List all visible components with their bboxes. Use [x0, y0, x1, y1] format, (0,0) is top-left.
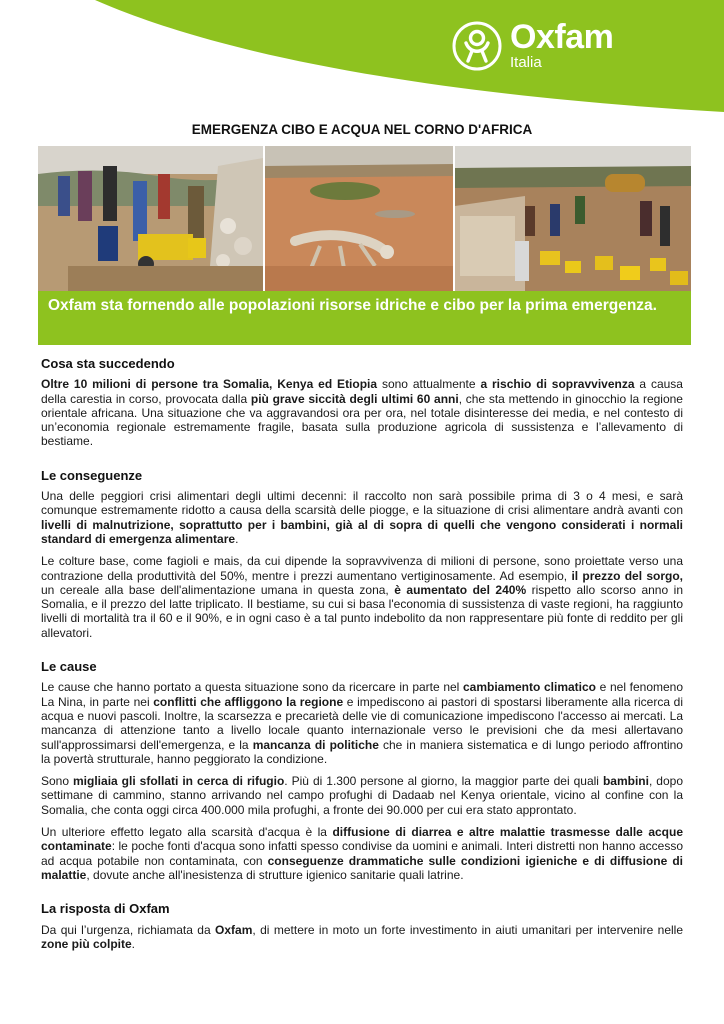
document-body: [41, 357, 683, 971]
section-heading: Le cause: [41, 659, 97, 675]
paragraph: Un ulteriore effetto legato alla scarsità d'acqua è la diffusione di diarrea e altre malattie trasmesse dalle acque contaminate: le poche fonti d'acqua sono infatti spesso condivise da uomini e animali. Interi distretti non hanno accesso ad acqua potabile non contaminata, con conseguenze drammatiche sulle condizioni igieniche e di diffusione di malattie, dovute anche all'inesistenza di strutture igienico sanitarie quali latrine.: [41, 825, 684, 882]
paragraph: Le colture base, come fagioli e mais, da cui dipende la sopravvivenza di milioni di persone, sono proiettate verso una contrazione della produttività del 50%, mentre i prezzi aumentano vertiginosamente. Ad esempio, il prezzo del sorgo, un cereale alla base dell'alimentazione umana in questa zona, è aumentato del 240% rispetto allo scorso anno in Somalia, e il prezzo del latte triplicato. Il bestiame, su cui si basa l'economia di sussistenza di vaste regioni, ha raggiunto livelli di mortalità tra il 60 e il 90%, e in ogni caso è a tal punto indebolito da non rappresentare più fonte di reddito per gli allevatori.: [41, 554, 683, 640]
people-with-water-containers-photo: [38, 146, 263, 291]
section-cosa-sta-succedendo: [41, 357, 683, 449]
header-green-wave: [0, 0, 724, 120]
headline-banner: Oxfam sta fornendo alle popolazioni risorse idriche e cibo per la prima emergenza.: [38, 291, 691, 345]
paragraph: Sono migliaia gli sfollati in cerca di rifugio. Più di 1.300 persone al giorno, la maggior parte dei quali bambini, dopo settimane di cammino, stanno arrivando nel campo profughi di Dadaab nel Kenya orientale, vicino al confine con la Somalia, che conta oggi circa 400.000 mila profughi, a fronte dei 90.000 per cui era stato approntato.: [41, 774, 683, 817]
water-point-crowd-photo: [455, 146, 691, 291]
dead-livestock-photo: [265, 146, 453, 291]
photo-strip: [38, 146, 691, 291]
logo-name: Oxfam: [510, 18, 614, 56]
paragraph: Da qui l’urgenza, richiamata da Oxfam, di mettere in moto un forte investimento in aiuti umanitari per intervenire nelle zone più colpite.: [41, 922, 683, 951]
oxfam-figure-icon: [452, 21, 502, 71]
section-le-cause: [41, 660, 683, 882]
oxfam-logo: [452, 20, 613, 71]
section-heading: Cosa sta succedendo: [41, 356, 175, 371]
section-la-risposta-di-oxfam: [41, 902, 683, 951]
document-title: EMERGENZA CIBO E ACQUA NEL CORNO D'AFRICA: [191, 122, 533, 137]
paragraph: Le cause che hanno portato a questa situazione sono da ricercare in parte nel cambiamento climatico e nel fenomeno La Nina, in parte nei conflitti che affliggono la regione e impediscono ai pastori di spostarsi liberamente alla ricerca di acqua e nuovi pascoli. Inoltre, la scarsezza e precarietà delle vie di comunicazione impediscono l'accesso ai mercati. La mancanza di attenzione tanto a livello locale quanto internazionale verso le previsioni che da mesi allertavano sull'approssimarsi dell'emergenza, e la mancanza di politiche che in maniera sistematica e di lungo periodo affrontino la povertà strutturale, hanno peggiorato la condizione.: [41, 680, 684, 766]
paragraph: Oltre 10 milioni di persone tra Somalia, Kenya ed Etiopia sono attualmente a rischio di sopravvivenza a causa della carestia in corso, provocata dalla più grave siccità degli ultimi 60 anni, che sta mettendo in ginocchio la regione orientale africana. Una situazione che va aggravandosi ora per ora, nel totale disinteresse dei media, e nel contesto di un’economia regionale estremamente fragile, basata sulla produzione agricola di sussistenza e l’allevamento di bestiame.: [41, 377, 683, 449]
section-heading: La risposta di Oxfam: [41, 901, 170, 917]
paragraph: Una delle peggiori crisi alimentari degli ultimi decenni: il raccolto non sarà possibile prima di 3 o 4 mesi, e sarà comunque estremamente ridotto a causa della scarsità delle piogge, e la situazione di crisi alimentare andrà avanti con livelli di malnutrizione, soprattutto per i bambini, già al di sopra di quelli che vengono considerati i normali standard di emergenza alimentare.: [41, 489, 683, 546]
logo-subtitle: Italia: [510, 54, 542, 71]
section-heading: Le conseguenze: [41, 467, 143, 483]
section-le-conseguenze: [41, 469, 683, 640]
